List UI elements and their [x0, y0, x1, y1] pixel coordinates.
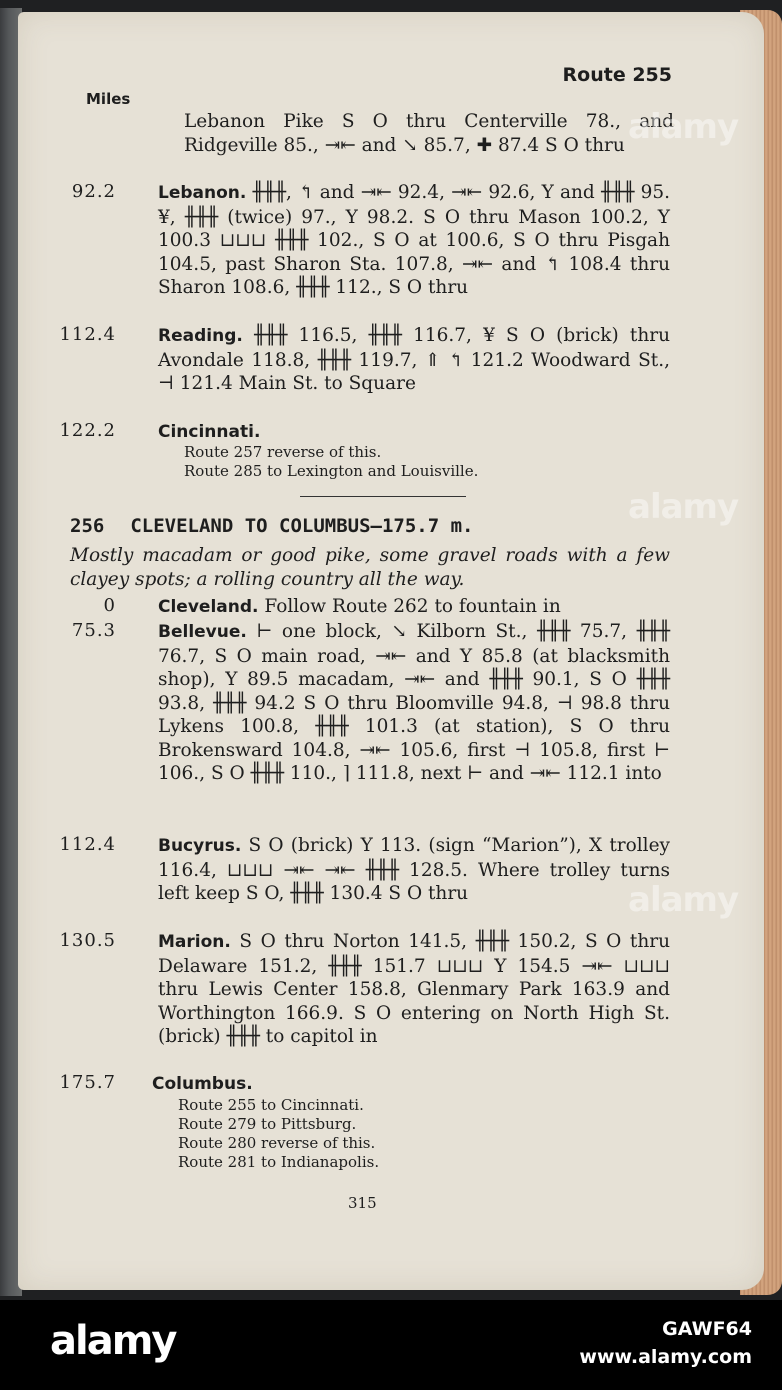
mile-value: 75.3: [71, 620, 116, 641]
watermark: alamy: [628, 487, 739, 527]
mile-value: 122.2: [59, 420, 116, 441]
miles-header: Miles: [86, 90, 131, 108]
watermark: alamy: [628, 107, 739, 147]
place-label: Reading.: [158, 326, 243, 346]
place-label: Cleveland.: [158, 597, 259, 617]
place-label: Bellevue.: [158, 622, 247, 642]
section-title: 256 CLEVELAND TO COLUMBUS—175.7 m.: [70, 515, 474, 537]
site-url: www.alamy.com: [579, 1346, 752, 1368]
continuation-text: Lebanon Pike S O thru Centerville 78., and Ridgeville 85., ⇥⇤ and ↘ 85.7, ✚ 87.4 S O thru: [184, 111, 674, 156]
entry-bucyrus: Bucyrus. S O (brick) Y 113. (sign “Marion”), X trolley 116.4, ⊔⊔⊔ ⇥⇤ ⇥⇤ ╫╫╫ 128.5. Where trolley turns left keep S O, ╫╫╫ 130.4 S O thru: [158, 835, 671, 904]
alamy-logo: alamy: [50, 1318, 176, 1364]
route-notes: Route 257 reverse of this. Route 285 to Lexington and Louisville.: [184, 443, 479, 480]
mile-value: 112.4: [59, 324, 116, 345]
section-number: 256: [70, 515, 105, 537]
entry-lebanon: Lebanon. ╫╫╫, ↰ and ⇥⇤ 92.4, ⇥⇤ 92.6, Y and ╫╫╫ 95. ¥, ╫╫╫ (twice) 97., Y 98.2. S O thru Mason 100.2, Y 100.3 ⊔⊔⊔ ╫╫╫ 102., S O at 100.6, S O thru Pisgah 104.5, past Sharon Sta. 107.8, ⇥⇤ and ↰ 108.4 thru Sharon 108.6, ╫╫╫ 112., S O thru: [158, 182, 670, 298]
entry-cincinnati: [158, 420, 648, 445]
entry-columbus: [152, 1072, 642, 1097]
mile-value: 130.5: [59, 930, 116, 951]
place-label: Marion.: [158, 932, 231, 952]
place-label: Bucyrus.: [158, 836, 242, 856]
place-label: Lebanon.: [158, 183, 247, 203]
place-label: Cincinnati.: [158, 422, 261, 442]
image-id: GAWF64: [662, 1318, 752, 1340]
mile-value: 112.4: [59, 834, 116, 855]
mile-value: 0: [103, 595, 116, 616]
entry-cleveland: Cleveland. Follow Route 262 to fountain in: [158, 596, 561, 617]
place-label: Columbus.: [152, 1074, 253, 1094]
book-page: [18, 12, 764, 1290]
entry-marion: Marion. S O thru Norton 141.5, ╫╫╫ 150.2, S O thru Delaware 151.2, ╫╫╫ 151.7 ⊔⊔⊔ Y 154.5 ⇥⇤ ⊔⊔⊔ thru Lewis Center 158.8, Glenmary Park 163.9 and Worthington 166.9. S O entering on North High St. (brick) ╫╫╫ to capitol in: [158, 931, 671, 1047]
route-header: Route 255: [562, 64, 672, 86]
stock-footer: [0, 1300, 782, 1390]
entry-bellevue: Bellevue. ⊢ one block, ↘ Kilborn St., ╫╫╫ 75.7, ╫╫╫ 76.7, S O main road, ⇥⇤ and Y 85.8 (at blacksmith shop), Y 89.5 macadam, ⇥⇤ and ╫╫╫ 90.1, S O ╫╫╫ 93.8, ╫╫╫ 94.2 S O thru Bloomville 94.8, ⊣ 98.8 thru Lykens 100.8, ╫╫╫ 101.3 (at station), S O thru Brokensward 104.8, ⇥⇤ 105.6, first ⊣ 105.8, first ⊢ 106., S O ╫╫╫ 110., ⌉ 111.8, next ⊢ and ⇥⇤ 112.1 into: [158, 621, 671, 784]
section-subtitle: Mostly macadam or good pike, some gravel roads with a few clayey spots; a rolling country all the way.: [70, 545, 670, 590]
mile-value: 92.2: [71, 181, 116, 202]
entry-reading: Reading. ╫╫╫ 116.5, ╫╫╫ 116.7, ¥ S O (brick) thru Avondale 118.8, ╫╫╫ 119.7, ⇑ ↰ 121.2 Woodward St., ⊣ 121.4 Main St. to Square: [158, 325, 670, 394]
watermark: alamy: [628, 880, 739, 920]
mile-value: 175.7: [59, 1072, 116, 1093]
page-number: 315: [348, 1194, 377, 1212]
section-divider: [300, 496, 466, 497]
route-notes: Route 255 to Cincinnati. Route 279 to Pittsburg. Route 280 reverse of this. Route 281 to Indianapolis.: [178, 1096, 380, 1171]
